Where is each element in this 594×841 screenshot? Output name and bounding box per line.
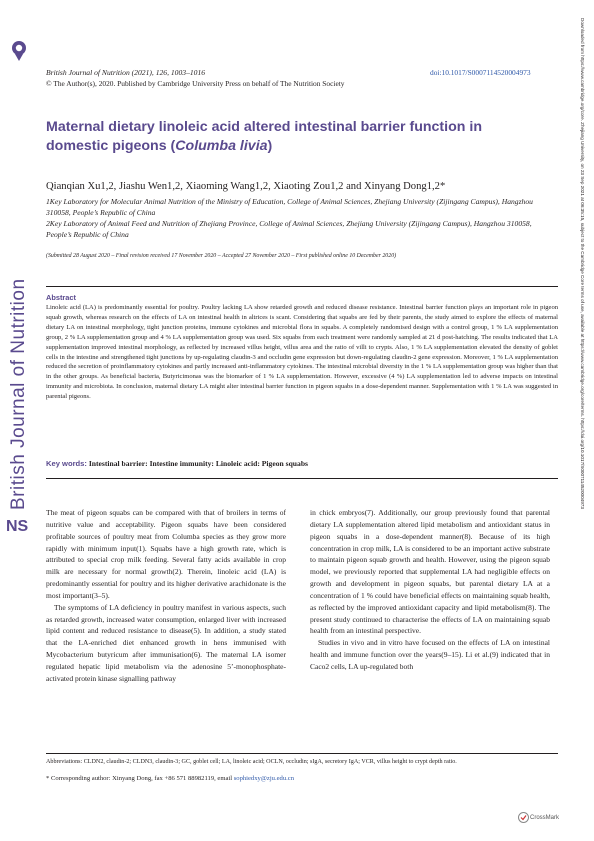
corresponding-text: * Corresponding author: Xinyang Dong, fax +86 571 88982119, email (46, 775, 233, 782)
paragraph-intro: The meat of pigeon squabs can be compared with that of broilers in terms of nutritive value and acceptability. Pigeon squabs have been considered profitable sources of poultry meat from Columba species as they grow more rapidly with minimum input(1). Squabs have a high growth rate, which is attributed to special crop milk feeding. Several fatty acids available in crop milk are necessary for normal growth(2). Therein, linoleic acid (LA) is predominantly essential for poultry and its higher derivative arachidonate is the most important(3–5). (46, 508, 286, 600)
keywords-text: Intestinal barrier: Intestine immunity: Linoleic acid: Pigeon squabs (88, 459, 309, 468)
author-list: Qianqian Xu1,2, Jiashu Wen1,2, Xiaoming Wang1,2, Xiaoting Zou1,2 and Xinyang Dong1,2* (46, 181, 446, 192)
paragraph-continued: in chick embryos(7). Additionally, our group previously found that parental dietary LA supplementation altered lipid metabolism and antioxidant status in pigeon squabs in a dose-dependent manner(8). Because of its high concentration in crop milk, LA is considered to be an important active substrate to maintain pigeon squab growth and health. However, using the pigeon squab model, we previously reported that supplemental LA had negligible effects on growth and development in pigeon squabs, but parental dietary LA at a concentration of 1 % could have beneficial effects on maintaining squab health, as reflected by the improved antioxidant capacity and lipid metabolism(8). The present study continued to characterise the effects of LA on maintaining squab health from an intestinal perspective. (310, 508, 550, 636)
divider-footer (46, 753, 558, 754)
corresponding-author (46, 775, 558, 782)
keywords-label: Key words: (46, 459, 87, 468)
paragraph-studies: Studies in vivo and in vitro have focused on the effects of LA on intestinal health and immune function over the years(9–15). Li et al.(9) indicated that in Caco2 cells, LA up-regulated both (310, 638, 550, 671)
keywords (46, 459, 308, 468)
divider-keywords (46, 478, 558, 479)
crossmark-label[interactable]: CrossMark (530, 815, 560, 821)
society-logo-icon (10, 40, 28, 62)
email-link[interactable]: sophiedxy@zju.edu.cn (233, 775, 294, 782)
affiliation-2: 2Key Laboratory of Animal Feed and Nutrition of Zhejiang Province, College of Animal Sciences, Zhejiang University (Zijingang Campus), Hangzhou 310058, People’s Republic of China (46, 219, 532, 239)
abstract-text: Linoleic acid (LA) is predominantly essential for poultry. Poultry lacking LA show retarded growth and reduced disease resistance. Intestinal barrier function plays an important role in pigeon squab growth, whereas research on the effects of LA on intestinal health in altrices is scant. Considering that squabs are fed by their parents, the study aimed to explore the effects of maternal dietary LA on intestinal morphology, tight junction proteins, immune cytokines and microbial flora in squabs. A completely randomised design with a control group, 1 % LA supplementation group, 2 % LA supplementation group and 4 % LA supplementation group was used. Six squabs from each treatment were randomly sampled at 21 d post-hatching. The results indicated that LA supplementation improved intestinal morphology, as reflected by increased villus height, villus area and the ratio of villi to crypts. Also, 1 % LA supplementation elevated the density of goblet cells in the intestine and strengthened tight junctions by up-regulating claudin-3 and occludin gene expression but down-regulating claudin-2 gene expression. Moreover, 1 % LA supplementation reduced the secretion of proinflammatory cytokines and partly increased anti-inflammatory cytokines. The intestinal microbial diversity in the 1 % LA supplementation group was higher than that in the other groups. As beneficial bacteria, Butyricimonas was the biomarker of 1 % LA supplementation. However, excessive (4 %) LA supplementation led to adverse impacts on intestinal immunity and microbiota. In conclusion, maternal dietary LA might alter intestinal barrier function in pigeon squabs in a dose-dependent manner. Supplementation with 1 % LA was suggested in parental pigeons. (46, 304, 558, 401)
abstract-heading: Abstract (46, 293, 76, 302)
paragraph-symptoms: The symptoms of LA deficiency in poultry manifest in various aspects, such as retarded growth, increased water consumption, enlarged liver with increased lipid content and reduced resistance to disease(5). In addition, a study stated that the LA-enriched diet enhanced growth in hens immunised with Mycobacterium butyricum after immunisation(6). The maternal LA isomer regulated hepatic lipid metabolism via the adenosine 5’-monophosphate-activated protein kinase signalling pathway (46, 602, 286, 683)
ns-logo-icon: NS (6, 518, 29, 535)
crossmark-icon[interactable] (518, 812, 529, 823)
journal-side-banner (6, 40, 32, 535)
journal-side-name: British Journal of Nutrition (8, 278, 29, 510)
affiliations (46, 196, 556, 240)
divider-top (46, 286, 558, 287)
body-column-left (46, 507, 286, 685)
affiliation-1: 1Key Laboratory for Molecular Animal Nutrition of the Ministry of Education, College of Animal Sciences, Zhejiang University (Zijingang Campus), Hangzhou 310058, People’s Republic of China (46, 197, 533, 217)
journal-citation: British Journal of Nutrition (2021), 126, 1003–1016 (46, 68, 206, 77)
copyright-line: © The Author(s), 2020. Published by Cambridge University Press on behalf of The Nutrition Society (46, 79, 345, 88)
body-column-right (310, 507, 550, 673)
abbreviations: Abbreviations: CLDN2, claudin-2; CLDN3, claudin-3; GC, goblet cell; LA, linoleic acid; OCLN, occludin; sIgA, secretory IgA; VCR, villus height to crypt depth ratio. (46, 759, 457, 765)
download-note[interactable]: Downloaded from https://www.cambridge.org/core. Zhejiang University, on 23 Sep 2021 at 06:35:15, subject to the Cambridge Core terms of use, available at https://www.cambridge.org/core/terms. https://doi.org/10.1017/S0007114520004973 (580, 18, 585, 509)
title-end: ) (267, 138, 273, 154)
submission-dates: (Submitted 28 August 2020 – Final revision received 17 November 2020 – Accepted 27 November 2020 – First published online 10 December 2020) (46, 253, 397, 259)
title-species: Columba livia (175, 138, 268, 154)
doi-link[interactable]: doi:10.1017/S0007114520004973 (430, 68, 531, 77)
article-title (46, 118, 546, 156)
title-main: Maternal dietary linoleic acid altered intestinal barrier function in domestic pigeons ( (46, 119, 482, 154)
